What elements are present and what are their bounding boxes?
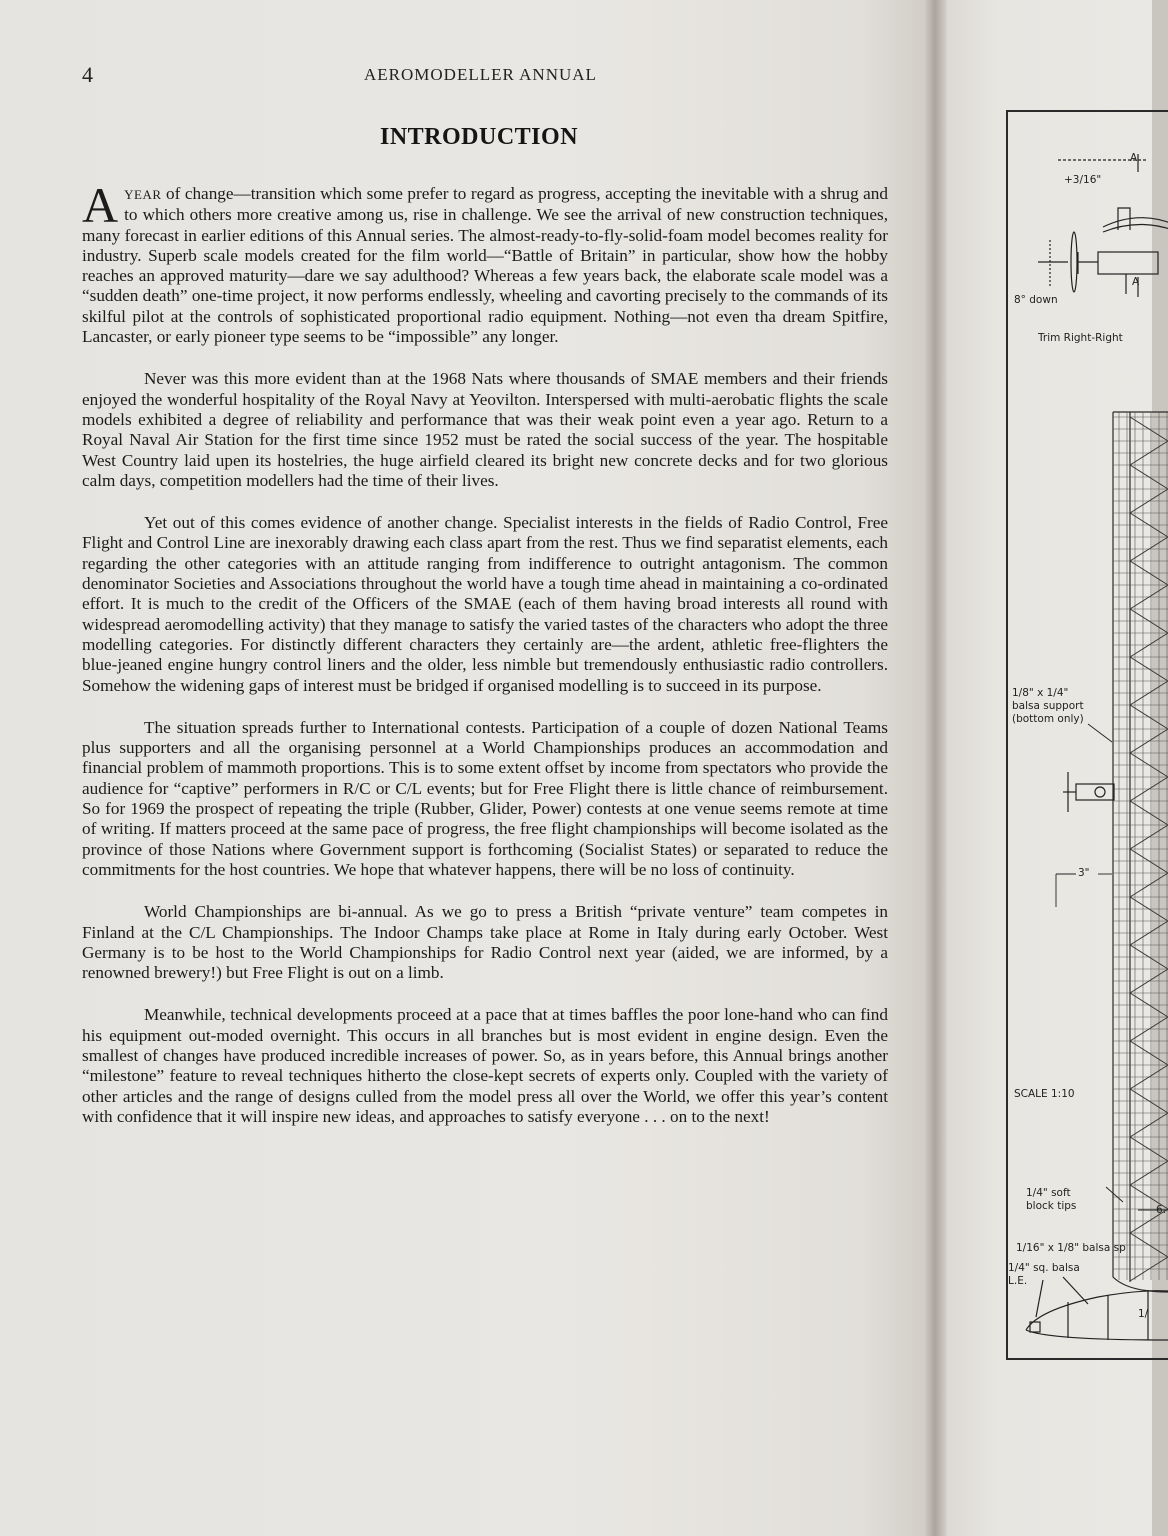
page-header <box>82 62 882 88</box>
tips-note <box>1026 1187 1076 1213</box>
article-title: INTRODUCTION <box>380 124 579 150</box>
paragraph-1 <box>82 177 888 347</box>
paragraph-2: Never was this more evident than at the 1968 Nats where thousands of SMAE members and their friends enjoyed the wonderful hospitality of the Royal Navy at Yeovilton. Interspersed with multi-aerobatic flights the scale models exhibited a degree of reliability and performance that was their weak point even a year ago. Return to a Royal Naval Air Station for the first time since 1952 must be rated the social success of the year. The hospitable West Country laid upen its hostelries, the huge airfield cleared its bright new concrete decks and for two glorious calm days, competition modellers had the time of their lives. <box>82 369 888 490</box>
nose-engine <box>1063 772 1114 812</box>
article-body <box>82 177 888 1149</box>
dim-3in-label: 3" <box>1078 867 1090 879</box>
support-note <box>1012 687 1084 726</box>
downthrust-label: 8° down <box>1014 294 1058 306</box>
first-word: YEAR <box>124 187 162 202</box>
book-gutter <box>925 0 947 1536</box>
support-line-2: balsa support <box>1012 700 1084 712</box>
drop-cap: A <box>82 177 119 233</box>
le-line-2: L.E. <box>1008 1275 1028 1287</box>
dim-6-label: 6. <box>1156 1204 1167 1216</box>
page-number: 4 <box>82 62 93 87</box>
dim-offset-label: +3/16" <box>1064 174 1102 186</box>
trim-label: Trim Right-Right <box>1038 332 1123 344</box>
paragraph-1-text: of change—transition which some prefer to regard as progress, accepting the inevitable with a shrug and to which others more creative among us, rise in challenge. We see the arrival of new construction techniques, many forecast in earlier editions of this Annual series. The almost-ready-to-fly-solid-foam model becomes reality for industry. Superb scale models created for the film world—“Battle of Britain” in particular, show how the hobby reaches an approved maturity—dare we say adulthood? Whereas a few years back, the elaborate scale model was a “sudden death” one-time project, it now performs endlessly, wheeling and cavorting precisely to the commands of its skilful pilot at the controls of sophisticated proportional radio equipment. Nothing—not even tha dream Spitfire, Lancaster, or early pioneer type seems to be “impossible” any longer. <box>82 184 888 347</box>
tips-line-1: 1/4" soft <box>1026 1187 1071 1199</box>
support-line-1: 1/8" x 1/4" <box>1012 687 1069 699</box>
running-head: AEROMODELLER ANNUAL <box>364 65 597 84</box>
le-note <box>1008 1262 1080 1288</box>
wing-planform <box>1113 412 1168 1292</box>
le-line-1: 1/4" sq. balsa <box>1008 1262 1080 1274</box>
paragraph-6: Meanwhile, technical developments proceed at a pace that at times baffles the poor lone-hand who can find his equipment out-moded overnight. This occurs in all branches but is most evident in engine design. Even the smallest of changes have produced incredible increases of power. So, as in years before, this Annual brings another “milestone” feature to reveal techniques hitherto the close-kept secrets of experts only. Coupled with the variety of other articles and the range of designs culled from the model press all over the World, we offer this year’s content with confidence that it will inspire new ideas, and approaches to satisfy everyone . . . on to the next! <box>82 1005 888 1126</box>
paragraph-5: World Championships are bi-annual. As we go to press a British “private venture” team competes in Finland at the C/L Championships. The Indoor Champs take place at Rome in Italy during early October. West Germany is to be host to the World Championships for Radio Control next year (aided, we are informed, by a renowned brewery!) but Free Flight is out on a limb. <box>82 902 888 983</box>
support-line-3: (bottom only) <box>1012 713 1084 725</box>
rib-fraction-label: 1/ <box>1138 1308 1149 1320</box>
spar-label: 1/16" x 1/8" balsa sp <box>1016 1242 1126 1254</box>
paragraph-4: The situation spreads further to International contests. Participation of a couple of dozen National Teams plus supporters and all the organising personnel at a World Championships produces an accommodation and financial problem of mammoth proportions. This is to some extent offset by income from spectators who provide the audience for “captive” performers in R/C or C/L events; but for Free Flight there is little chance of reimbursement. So for 1969 the prospect of repeating the triple (Rubber, Glider, Power) contests at one venue seems remote at time of writing. If matters proceed at the same pace of progress, the free flight championships will become isolated as the province of those Nations where Government support is forthcoming (Socialist States) or separated to reduce the commitments for the host countries. We hope that whatever happens, there will be no loss of continuity. <box>82 717 888 879</box>
dim-a-top: A <box>1130 152 1138 164</box>
wing-ribs <box>1113 412 1168 1281</box>
paragraph-3: Yet out of this comes evidence of another change. Specialist interests in the fields of Radio Control, Free Flight and Control Line are inexorably drawing each class apart from the rest. Thus we find separatist elements, each regarding the other categories with an attitude ranging from indifference to outright antagonism. The common denominator Societies and Associations throughout the world have a tough time ahead in maintaining a co-ordinated effort. It is much to the credit of the Officers of the SMAE (each of them having broad interests all round with widespread aeromodelling activity) that they manage to satisfy the varied tastes of the characters who adopt the three modelling categories. For distinctly different characters they certainly are—the ardent, athletic free-flighters the blue-jeaned engine hungry control liners and the older, less nimble but tremendously enthusiastic radio controllers. Somehow the widening gaps of interest must be bridged if organised modelling is to succeed in its purpose. <box>82 513 888 695</box>
dim-a-lower: A <box>1132 276 1140 288</box>
scale-label: SCALE 1:10 <box>1014 1088 1075 1100</box>
tips-line-2: block tips <box>1026 1200 1077 1212</box>
front-view <box>1038 154 1168 297</box>
model-plan-drawing <box>1006 110 1168 1360</box>
